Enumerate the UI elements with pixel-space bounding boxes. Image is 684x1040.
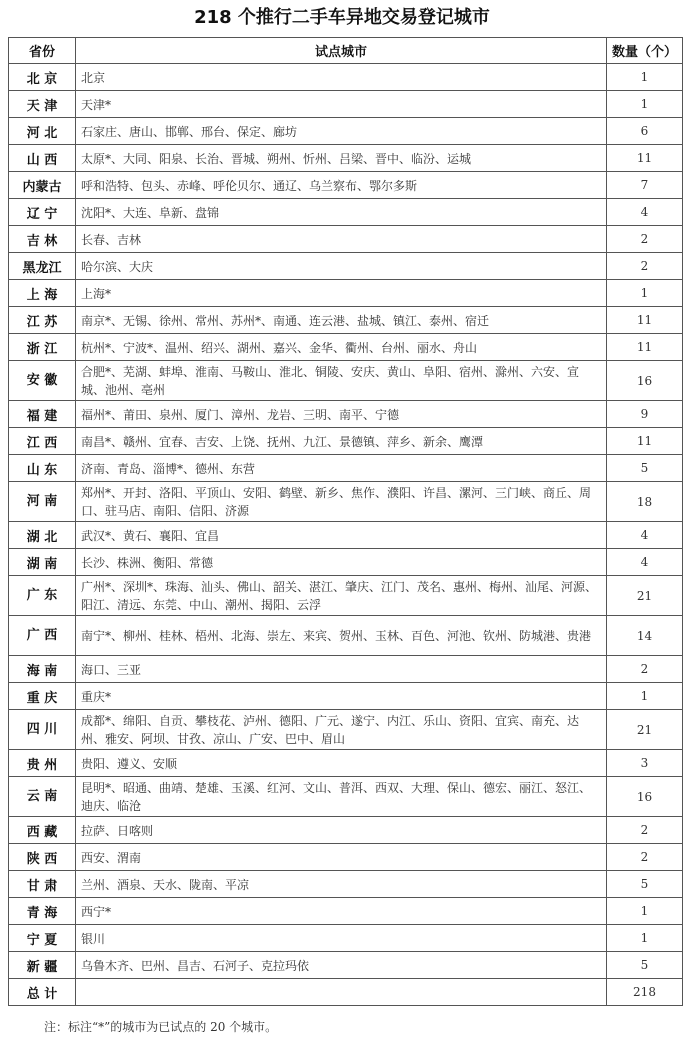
province-cell: 四 川 (9, 710, 76, 750)
table-row (9, 656, 683, 683)
cities-cell: 石家庄、唐山、邯郸、邢台、保定、廊坊 (76, 118, 607, 145)
count-cell: 4 (607, 549, 683, 576)
cities-cell: 呼和浩特、包头、赤峰、呼伦贝尔、通辽、乌兰察布、鄂尔多斯 (76, 172, 607, 199)
count-cell: 18 (607, 482, 683, 522)
count-cell: 1 (607, 64, 683, 91)
count-cell: 21 (607, 576, 683, 616)
province-cell: 河 北 (9, 118, 76, 145)
cities-cell: 银川 (76, 925, 607, 952)
cities-table (8, 37, 683, 1006)
count-cell: 2 (607, 253, 683, 280)
cities-cell: 贵阳、遵义、安顺 (76, 750, 607, 777)
cities-cell: 兰州、酒泉、天水、陇南、平凉 (76, 871, 607, 898)
count-cell: 2 (607, 226, 683, 253)
province-cell: 辽 宁 (9, 199, 76, 226)
total-row (9, 979, 683, 1006)
cities-cell: 乌鲁木齐、巴州、昌吉、石河子、克拉玛依 (76, 952, 607, 979)
count-cell: 4 (607, 522, 683, 549)
province-cell: 河 南 (9, 482, 76, 522)
cities-cell: 上海* (76, 280, 607, 307)
table-row (9, 710, 683, 750)
table-row (9, 777, 683, 817)
count-cell: 9 (607, 401, 683, 428)
cities-cell: 长沙、株洲、衡阳、常德 (76, 549, 607, 576)
cities-cell: 南昌*、赣州、宜春、吉安、上饶、抚州、九江、景德镇、萍乡、新余、鹰潭 (76, 428, 607, 455)
header-cities: 试点城市 (76, 38, 607, 64)
cities-cell: 济南、青岛、淄博*、德州、东营 (76, 455, 607, 482)
table-row (9, 576, 683, 616)
table-row (9, 549, 683, 576)
province-cell: 江 苏 (9, 307, 76, 334)
table-row (9, 226, 683, 253)
province-cell: 陕 西 (9, 844, 76, 871)
count-cell: 11 (607, 334, 683, 361)
table-row (9, 952, 683, 979)
count-cell: 1 (607, 898, 683, 925)
province-cell: 贵 州 (9, 750, 76, 777)
count-cell: 14 (607, 616, 683, 656)
table-row (9, 844, 683, 871)
province-cell: 宁 夏 (9, 925, 76, 952)
count-cell: 4 (607, 199, 683, 226)
footnote: 注：标注“*”的城市为已试点的 20 个城市。 (44, 1020, 278, 1034)
cities-cell: 天津* (76, 91, 607, 118)
cities-cell: 长春、吉林 (76, 226, 607, 253)
table-row (9, 871, 683, 898)
table-row (9, 898, 683, 925)
count-cell: 5 (607, 871, 683, 898)
province-cell: 上 海 (9, 280, 76, 307)
count-cell: 11 (607, 307, 683, 334)
count-cell: 2 (607, 844, 683, 871)
province-cell: 安 徽 (9, 361, 76, 401)
province-cell: 广 西 (9, 616, 76, 656)
table-row (9, 428, 683, 455)
count-cell: 16 (607, 777, 683, 817)
count-cell: 3 (607, 750, 683, 777)
cities-cell: 郑州*、开封、洛阳、平顶山、安阳、鹤壁、新乡、焦作、濮阳、许昌、漯河、三门峡、商丘、周口、驻马店、南阳、信阳、济源 (76, 482, 607, 522)
cities-cell: 成都*、绵阳、自贡、攀枝花、泸州、德阳、广元、遂宁、内江、乐山、资阳、宜宾、南充、达州、雅安、阿坝、甘孜、凉山、广安、巴中、眉山 (76, 710, 607, 750)
header-count: 数量（个） (607, 38, 683, 64)
table-row (9, 307, 683, 334)
cities-cell: 合肥*、芜湖、蚌埠、淮南、马鞍山、淮北、铜陵、安庆、黄山、阜阳、宿州、滁州、六安、宣城、池州、亳州 (76, 361, 607, 401)
table-header-row (9, 38, 683, 64)
cities-cell: 南京*、无锡、徐州、常州、苏州*、南通、连云港、盐城、镇江、泰州、宿迁 (76, 307, 607, 334)
cities-cell: 海口、三亚 (76, 656, 607, 683)
province-cell: 重 庆 (9, 683, 76, 710)
total-count: 218 (607, 979, 683, 1006)
table-row (9, 750, 683, 777)
province-cell: 山 西 (9, 145, 76, 172)
cities-cell: 哈尔滨、大庆 (76, 253, 607, 280)
cities-cell: 重庆* (76, 683, 607, 710)
table-row (9, 616, 683, 656)
table-row (9, 280, 683, 307)
table-body (9, 64, 683, 1006)
province-cell: 江 西 (9, 428, 76, 455)
cities-cell: 太原*、大同、阳泉、长治、晋城、朔州、忻州、吕梁、晋中、临汾、运城 (76, 145, 607, 172)
table-row (9, 334, 683, 361)
province-cell: 新 疆 (9, 952, 76, 979)
province-cell: 北 京 (9, 64, 76, 91)
count-cell: 2 (607, 817, 683, 844)
table-row (9, 361, 683, 401)
province-cell: 黑龙江 (9, 253, 76, 280)
cities-cell: 沈阳*、大连、阜新、盘锦 (76, 199, 607, 226)
cities-cell: 广州*、深圳*、珠海、汕头、佛山、韶关、湛江、肇庆、江门、茂名、惠州、梅州、汕尾、河源、阳江、清远、东莞、中山、潮州、揭阳、云浮 (76, 576, 607, 616)
table-row (9, 172, 683, 199)
count-cell: 21 (607, 710, 683, 750)
table-row (9, 199, 683, 226)
count-cell: 11 (607, 428, 683, 455)
count-cell: 5 (607, 952, 683, 979)
table-row (9, 482, 683, 522)
province-cell: 西 藏 (9, 817, 76, 844)
total-cities (76, 979, 607, 1006)
province-cell: 湖 北 (9, 522, 76, 549)
table-row (9, 91, 683, 118)
count-cell: 5 (607, 455, 683, 482)
province-cell: 云 南 (9, 777, 76, 817)
table-row (9, 455, 683, 482)
table-row (9, 401, 683, 428)
count-cell: 7 (607, 172, 683, 199)
count-cell: 1 (607, 280, 683, 307)
cities-cell: 福州*、莆田、泉州、厦门、漳州、龙岩、三明、南平、宁德 (76, 401, 607, 428)
table-row (9, 683, 683, 710)
count-cell: 1 (607, 683, 683, 710)
cities-cell: 西安、渭南 (76, 844, 607, 871)
count-cell: 16 (607, 361, 683, 401)
province-cell: 甘 肃 (9, 871, 76, 898)
cities-cell: 北京 (76, 64, 607, 91)
province-cell: 天 津 (9, 91, 76, 118)
cities-cell: 西宁* (76, 898, 607, 925)
count-cell: 1 (607, 925, 683, 952)
cities-cell: 昆明*、昭通、曲靖、楚雄、玉溪、红河、文山、普洱、西双、大理、保山、德宏、丽江、怒江、迪庆、临沧 (76, 777, 607, 817)
count-cell: 6 (607, 118, 683, 145)
table-row (9, 925, 683, 952)
cities-cell: 杭州*、宁波*、温州、绍兴、湖州、嘉兴、金华、衢州、台州、丽水、舟山 (76, 334, 607, 361)
page-title: 218 个推行二手车异地交易登记城市 (194, 7, 490, 28)
province-cell: 福 建 (9, 401, 76, 428)
total-label: 总 计 (9, 979, 76, 1006)
count-cell: 2 (607, 656, 683, 683)
province-cell: 湖 南 (9, 549, 76, 576)
province-cell: 内蒙古 (9, 172, 76, 199)
province-cell: 山 东 (9, 455, 76, 482)
table-row (9, 817, 683, 844)
province-cell: 广 东 (9, 576, 76, 616)
province-cell: 海 南 (9, 656, 76, 683)
table-row (9, 145, 683, 172)
table-row (9, 64, 683, 91)
table-row (9, 522, 683, 549)
cities-cell: 南宁*、柳州、桂林、梧州、北海、崇左、来宾、贺州、玉林、百色、河池、钦州、防城港、贵港 (76, 616, 607, 656)
table-row (9, 118, 683, 145)
province-cell: 吉 林 (9, 226, 76, 253)
province-cell: 浙 江 (9, 334, 76, 361)
cities-cell: 武汉*、黄石、襄阳、宜昌 (76, 522, 607, 549)
count-cell: 1 (607, 91, 683, 118)
table-row (9, 253, 683, 280)
province-cell: 青 海 (9, 898, 76, 925)
count-cell: 11 (607, 145, 683, 172)
header-province: 省份 (9, 38, 76, 64)
cities-cell: 拉萨、日喀则 (76, 817, 607, 844)
